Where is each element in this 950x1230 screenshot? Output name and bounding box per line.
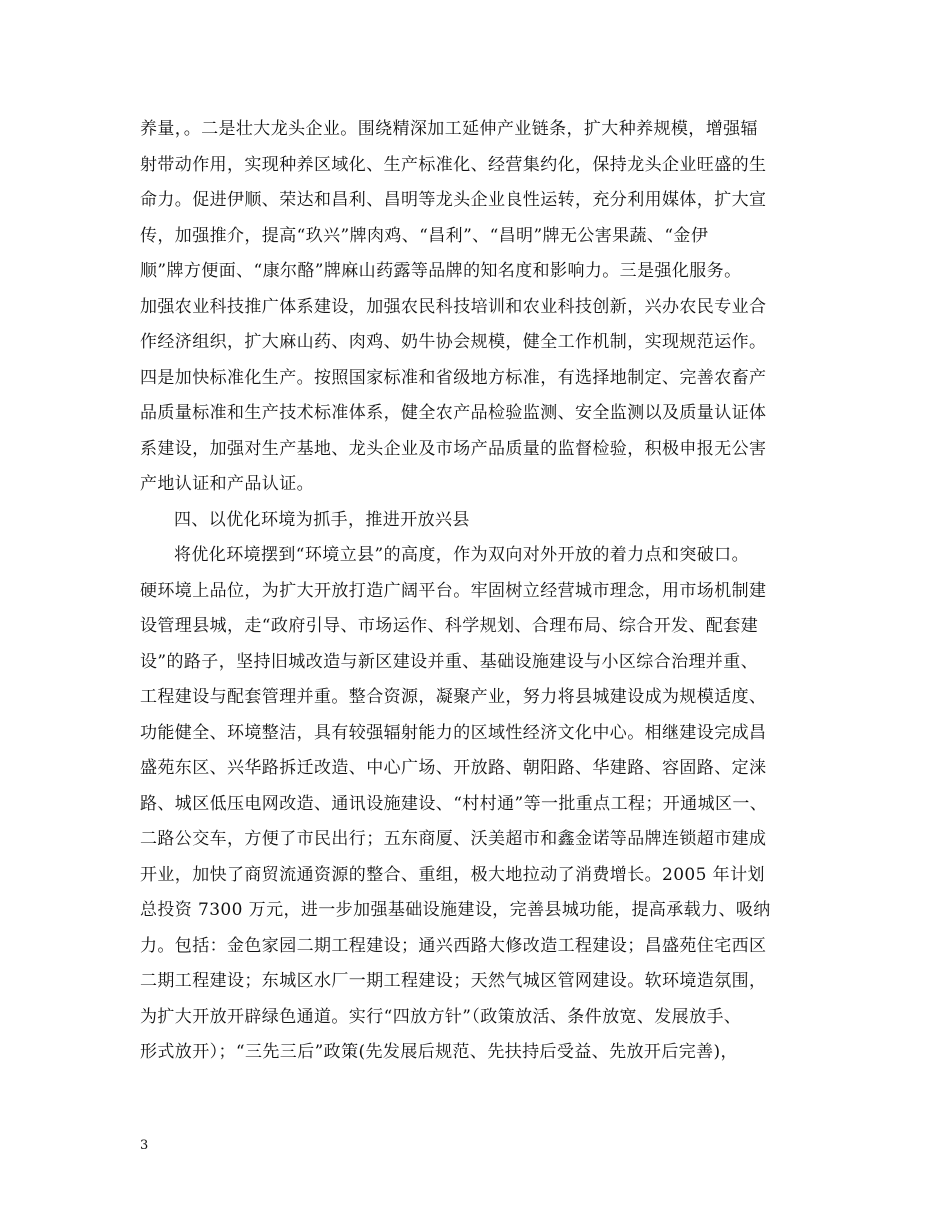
text-line: 功能健全、环境整洁，具有较强辐射能力的区域性经济文化中心。相继建设完成昌 [140, 722, 767, 743]
text-line: 作经济组织，扩大麻山药、肉鸡、奶牛协会规模，健全工作机制，实现规范运作。 [140, 332, 767, 352]
text-line: 二期工程建设；东城区水厂一期工程建设；天然气城区管网建设。软环境造氛围， [140, 971, 767, 991]
text-line: 总投资 7300 万元，进一步加强基础设施建设，完善县城功能，提高承载力、吸纳 [140, 900, 771, 920]
text-line: 力。包括：金色家园二期工程建设；通兴西路大修改造工程建设；昌盛苑住宅西区 [140, 935, 767, 956]
text-line: 四是加快标准化生产。按照国家标准和省级地方标准，有选择地制定、完善农畜产 [140, 367, 767, 388]
text-line: 路、城区低压电网改造、通讯设施建设、“村村通”等一批重点工程；开通城区一、 [140, 793, 768, 814]
text-line: 命力。促进伊顺、荣达和昌利、昌明等龙头企业良性运转，充分利用媒体，扩大宣 [140, 190, 767, 210]
text-line: 盛苑东区、兴华路拆迁改造、中心广场、开放路、朝阳路、华建路、容固路、定涞 [140, 758, 767, 778]
text-line: 硬环境上品位，为扩大开放打造广阔平台。牢固树立经营城市理念，用市场机制建 [140, 580, 767, 601]
paragraph-start-line: 四、以优化环境为抓手，推进开放兴县 [174, 509, 470, 530]
text-line: 设”的路子，坚持旧城改造与新区建设并重、基础设施建设与小区综合治理并重、 [140, 651, 759, 672]
text-line: 品质量标准和生产技术标准体系，健全农产品检验监测、安全监测以及质量认证体 [140, 403, 767, 423]
text-line: 传，加强推介，提高“玖兴”牌肉鸡、“昌利”、“昌明”牌无公害果蔬、“金伊 [140, 225, 709, 246]
text-line: 为扩大开放开辟绿色通道。实行“四放方针”（政策放活、条件放宽、发展放手、 [140, 1006, 742, 1027]
text-line: 产地认证和产品认证。 [140, 474, 314, 494]
body-text [140, 112, 830, 1071]
text-line: 养量，。二是壮大龙头企业。围绕精深加工延伸产业链条，扩大种养规模，增强辐 [140, 119, 758, 139]
text-line: 加强农业科技推广体系建设，加强农民科技培训和农业科技创新，兴办农民专业合 [140, 296, 767, 317]
text-line: 射带动作用，实现种养区域化、生产标准化、经营集约化，保持龙头企业旺盛的生 [140, 154, 767, 175]
paragraph-start-line: 将优化环境摆到“环境立县”的高度，作为双向对外开放的着力点和突破口。 [174, 545, 749, 565]
text-line: 设管理县城，走“政府引导、市场运作、科学规划、合理布局、综合开发、配套建 [140, 616, 759, 636]
text-line: 系建设，加强对生产基地、龙头企业及市场产品质量的监督检验，积极申报无公害 [140, 438, 767, 459]
text-line: 顺”牌方便面、“康尔酪”牌麻山药露等品牌的知名度和影响力。三是强化服务。 [140, 261, 742, 281]
text-line: 开业，加快了商贸流通资源的整合、重组，极大地拉动了消费增长。2005 年计划 [140, 864, 765, 885]
text-line: 二路公交车，方便了市民出行；五东商厦、沃美超市和鑫金诺等品牌连锁超市建成 [140, 829, 767, 849]
text-line: 工程建设与配套管理并重。整合资源，凝聚产业，努力将县城建设成为规模适度、 [140, 687, 767, 707]
page-number: 3 [140, 1138, 149, 1153]
text-line: 形式放开）；“三先三后”政策(先发展后规范、先扶持后受益、先放开后完善)， [140, 1042, 738, 1062]
